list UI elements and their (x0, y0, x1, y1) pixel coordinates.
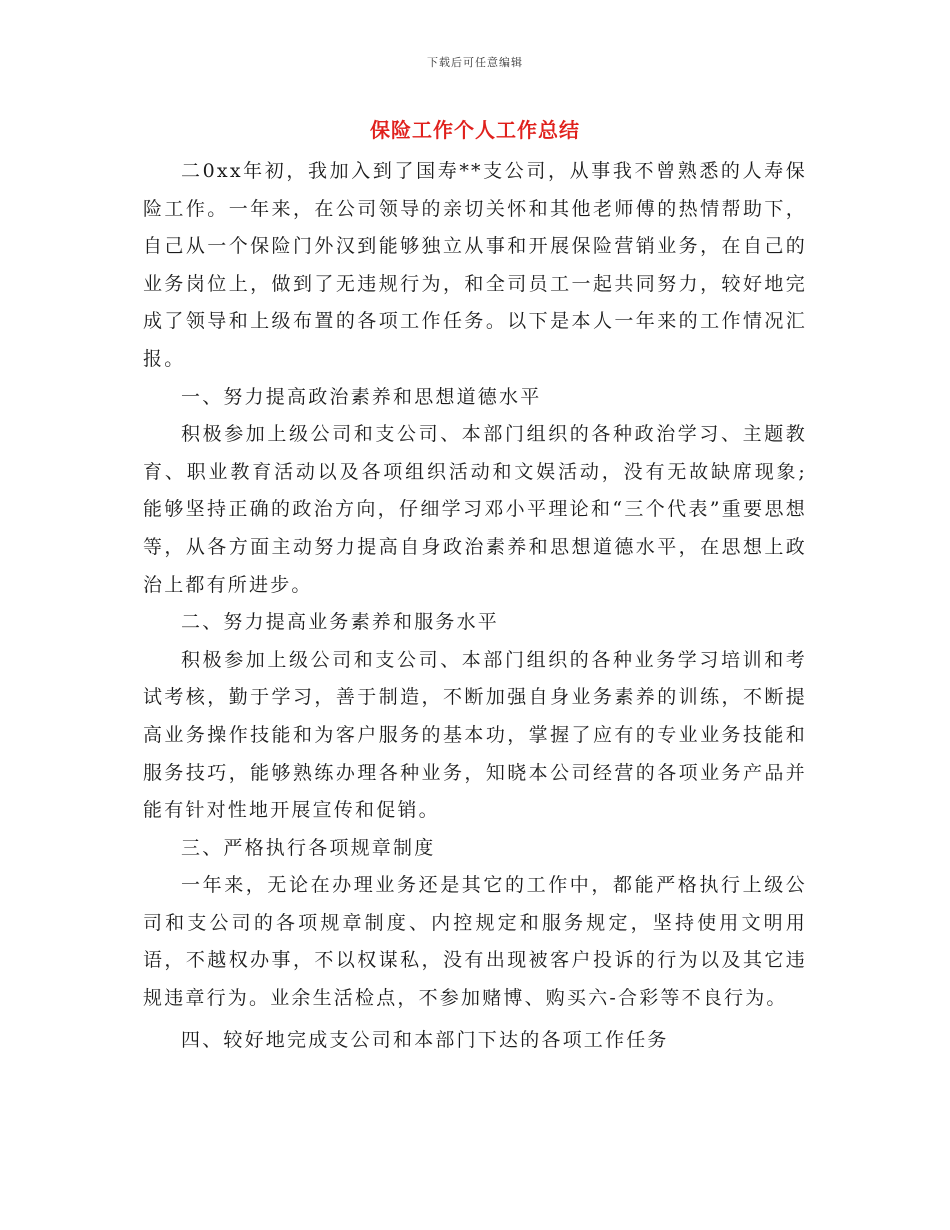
paragraph-section-2: 积极参加上级公司和支公司、本部门组织的各种业务学习培训和考试考核，勤于学习，善于制造，不断加强自身业务素养的训练，不断提高业务操作技能和为客户服务的基本功，掌握了应有的专业业务技能和服务技巧，能够熟练办理各种业务，知晓本公司经营的各项业务产品并能有针对性地开展宣传和促销。 (143, 648, 807, 822)
paragraph-intro: 二0xx年初，我加入到了国寿**支公司，从事我不曾熟悉的人寿保险工作。一年来，在公司领导的亲切关怀和其他老师傅的热情帮助下，自己从一个保险门外汉到能够独立从事和开展保险营销业务，在自己的业务岗位上，做到了无违规行为，和全司员工一起共同努力，较好地完成了领导和上级布置的各项工作任务。以下是本人一年来的工作情况汇报。 (143, 160, 807, 370)
header-note: 下载后可任意编辑 (427, 56, 523, 69)
section-heading-3: 三、严格执行各项规章制度 (181, 836, 436, 859)
paragraph-section-1: 积极参加上级公司和支公司、本部门组织的各种政治学习、主题教育、职业教育活动以及各项组织活动和文娱活动，没有无故缺席现象;能够坚持正确的政治方向，仔细学习邓小平理论和“三个代表”重要思想等，从各方面主动努力提高自身政治素养和思想道德水平，在思想上政治上都有所进步。 (143, 423, 807, 596)
paragraph-section-3: 一年来，无论在办理业务还是其它的工作中，都能严格执行上级公司和支公司的各项规章制度、内控规定和服务规定，坚持使用文明用语，不越权办事，不以权谋私，没有出现被客户投诉的行为以及其它违规违章行为。业余生活检点，不参加赌博、购买六-合彩等不良行为。 (143, 874, 807, 1010)
section-heading-4: 四、较好地完成支公司和本部门下达的各项工作任务 (181, 1028, 669, 1051)
section-heading-1: 一、努力提高政治素养和思想道德水平 (181, 385, 542, 408)
section-heading-2: 二、努力提高业务素养和服务水平 (181, 611, 500, 634)
document-title: 保险工作个人工作总结 (370, 118, 580, 142)
document-body (143, 153, 807, 1059)
